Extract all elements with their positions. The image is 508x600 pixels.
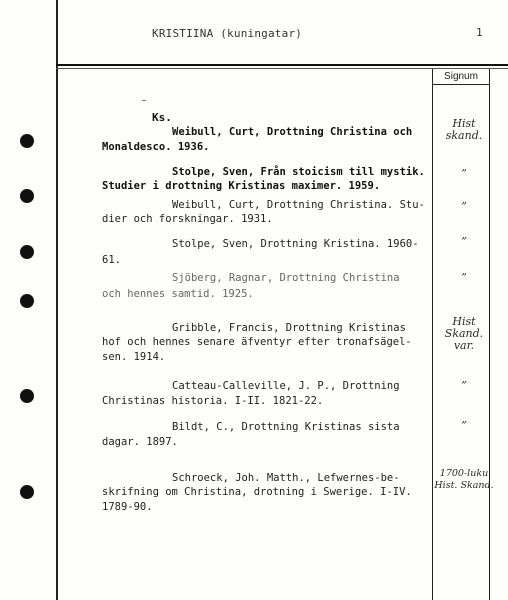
entry-line: 1789-90.	[102, 501, 153, 513]
signum-ditto: ”	[461, 200, 467, 213]
entry-line: 61.	[102, 254, 121, 266]
entry-line: Schroeck, Joh. Matth., Lefwernes-be-	[172, 472, 400, 484]
entry-line: Stolpe, Sven, Drottning Kristina. 1960-	[172, 238, 419, 250]
classification-code: Ks.	[152, 111, 172, 124]
entry-line: Gribble, Francis, Drottning Kristinas	[172, 322, 406, 334]
punch-hole	[20, 245, 34, 259]
signum-ditto: ”	[461, 271, 467, 284]
entry-line: Weibull, Curt, Drottning Christina och	[172, 126, 413, 138]
signum-note: Hist Skand. var.	[444, 315, 484, 352]
punch-hole	[20, 485, 34, 499]
entry-line: hof och hennes senare äfventyr efter tronafsägel-	[102, 336, 412, 348]
entry-line: Bildt, C., Drottning Kristinas sista	[172, 421, 400, 433]
entry-line: Stolpe, Sven, Från stoicism till mystik.	[172, 166, 425, 178]
punch-hole	[20, 134, 34, 148]
signum-ditto: ”	[461, 235, 467, 248]
page-number: 1	[476, 26, 483, 39]
entry-line: Catteau-Calleville, J. P., Drottning	[172, 380, 400, 392]
entry-line: dier och forskningar. 1931.	[102, 213, 273, 225]
entry-line: sen. 1914.	[102, 351, 166, 363]
signum-note: Hist skand.	[445, 117, 483, 142]
punch-hole	[20, 389, 34, 403]
card-title: KRISTIINA (kuningatar)	[152, 27, 303, 40]
pencil-mark	[142, 100, 146, 101]
entry-line: Studier i drottning Kristinas maximer. 1959.	[102, 180, 381, 192]
entry-line: Monaldesco. 1936.	[102, 141, 210, 153]
entry-line: skrifning om Christina, drotning i Swerige. I-IV.	[102, 486, 412, 498]
entry-line: och hennes samtid. 1925.	[102, 288, 254, 300]
entry-line: dagar. 1897.	[102, 436, 178, 448]
punch-hole	[20, 294, 34, 308]
entry-line: Weibull, Curt, Drottning Christina. Stu-	[172, 199, 425, 211]
signum-ditto: ”	[461, 379, 467, 392]
signum-ditto: ”	[461, 167, 467, 180]
punch-hole	[20, 189, 34, 203]
entry-line: Christinas historia. I-II. 1821-22.	[102, 395, 324, 407]
signum-ditto: ”	[461, 419, 467, 432]
entry-line: Sjöberg, Ragnar, Drottning Christina	[172, 272, 400, 284]
header-rule	[56, 64, 508, 66]
margin-rule	[56, 0, 58, 600]
signum-header: Signum	[432, 69, 490, 85]
signum-note: 1700-luku Hist. Skand.	[434, 468, 494, 491]
